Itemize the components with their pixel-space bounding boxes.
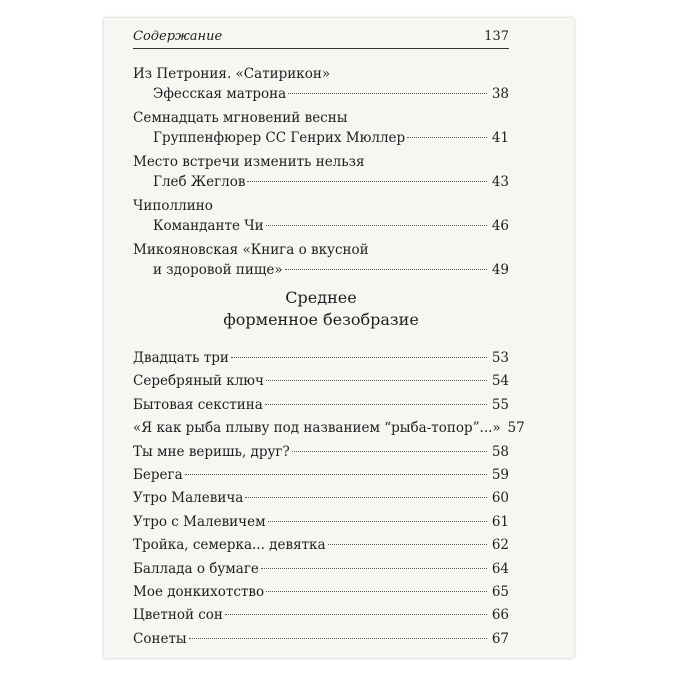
entry-title: Тройка, семерка... девятка: [133, 537, 326, 554]
entry-page: 64: [491, 560, 509, 577]
entry-title: Баллада о бумаге: [133, 560, 259, 577]
leader-dots: [328, 543, 487, 545]
entry-page: 66: [491, 607, 509, 624]
entry-title-line1: Микояновская «Книга о вкусной: [133, 242, 369, 258]
entry-title-line1: Чиполлино: [133, 198, 213, 214]
entry-title: «Я как рыба плыву под названием “рыба-топор”...»: [133, 420, 501, 437]
leader-dots: [407, 136, 487, 138]
entry-page: 55: [491, 396, 509, 413]
leader-dots: [265, 403, 487, 405]
section-title-line2: форменное безобразие: [223, 310, 419, 329]
entry-title-line2: Глеб Жеглов: [153, 174, 246, 190]
leader-dots: [247, 180, 487, 182]
entry-title: Двадцать три: [133, 350, 229, 366]
entry-page: 49: [491, 262, 509, 278]
leader-dots: [285, 268, 487, 270]
entry-page: 38: [491, 86, 509, 102]
toc-entry: [133, 464, 509, 487]
header-page-number: 137: [484, 29, 509, 44]
section-title-line1: Среднее: [285, 288, 357, 307]
header-title: Содержание: [133, 29, 223, 44]
entry-title-line2: и здоровой пище»: [153, 262, 283, 278]
toc-entry: [133, 487, 509, 510]
leader-dots: [225, 613, 487, 615]
section-title: [133, 287, 509, 331]
toc-entry: [133, 604, 509, 627]
toc-entry: [133, 108, 509, 148]
running-header: [133, 29, 509, 44]
header-rule: [133, 48, 509, 49]
leader-dots: [266, 590, 487, 592]
entry-title-line2: Команданте Чи: [153, 218, 264, 234]
entry-page: 46: [491, 218, 509, 234]
entry-page: 53: [491, 350, 509, 366]
entry-title-line2: Эфесская матрона: [153, 86, 287, 102]
entry-title: Утро с Малевичем: [133, 513, 266, 530]
toc-entry: [133, 558, 509, 581]
entry-title: Серебряный ключ: [133, 373, 264, 390]
toc-entry: [133, 417, 525, 440]
toc-entry: [133, 628, 509, 651]
entry-title: Мое донкихотство: [133, 583, 265, 600]
entry-title: Бытовая секстина: [133, 396, 263, 413]
leader-dots: [261, 567, 487, 569]
entry-title-line1: Место встречи изменить нельзя: [133, 154, 365, 170]
leader-dots: [231, 356, 487, 358]
entry-page: 43: [491, 174, 509, 190]
toc-entry: [133, 64, 509, 104]
entry-title: Берега: [133, 466, 183, 483]
entry-title-line1: Семнадцать мгновений весны: [133, 110, 348, 126]
leader-dots: [288, 92, 487, 94]
leader-dots: [292, 450, 487, 452]
entry-page: 62: [491, 537, 509, 554]
entry-title: Ты мне веришь, друг?: [133, 443, 290, 460]
entry-page: 67: [491, 630, 509, 647]
entry-title: Утро Малевича: [133, 490, 244, 507]
leader-dots: [266, 224, 487, 226]
toc-section-1: [133, 64, 509, 280]
leader-dots: [268, 520, 487, 522]
toc-entry: [133, 394, 509, 417]
toc-entry: [133, 441, 509, 464]
entry-page: 61: [491, 513, 509, 530]
entry-title-line1: Из Петрония. «Сатирикон»: [133, 66, 331, 82]
entry-page: 59: [491, 466, 509, 483]
entry-page: 65: [491, 583, 509, 600]
entry-page: 54: [491, 373, 509, 390]
entry-page: 60: [491, 490, 509, 507]
entry-title-line2: Группенфюрер СС Генрих Мюллер: [153, 130, 406, 146]
leader-dots: [266, 379, 487, 381]
toc-entry: [133, 534, 509, 557]
entry-title: Цветной сон: [133, 607, 223, 624]
toc-entry: [133, 196, 509, 236]
leader-dots: [185, 473, 487, 475]
toc-entry: [133, 511, 509, 534]
entry-page: 41: [491, 130, 509, 146]
leader-dots: [189, 637, 487, 639]
entry-title: Сонеты: [133, 630, 187, 647]
leader-dots: [245, 496, 487, 498]
toc-entry: [133, 581, 509, 604]
toc-section-2: [133, 347, 525, 651]
entry-page: 57: [507, 420, 525, 437]
toc-entry: [133, 240, 509, 280]
toc-entry: [133, 347, 509, 370]
toc-entry: [133, 152, 509, 192]
entry-page: 58: [491, 443, 509, 460]
toc-entry: [133, 370, 509, 393]
